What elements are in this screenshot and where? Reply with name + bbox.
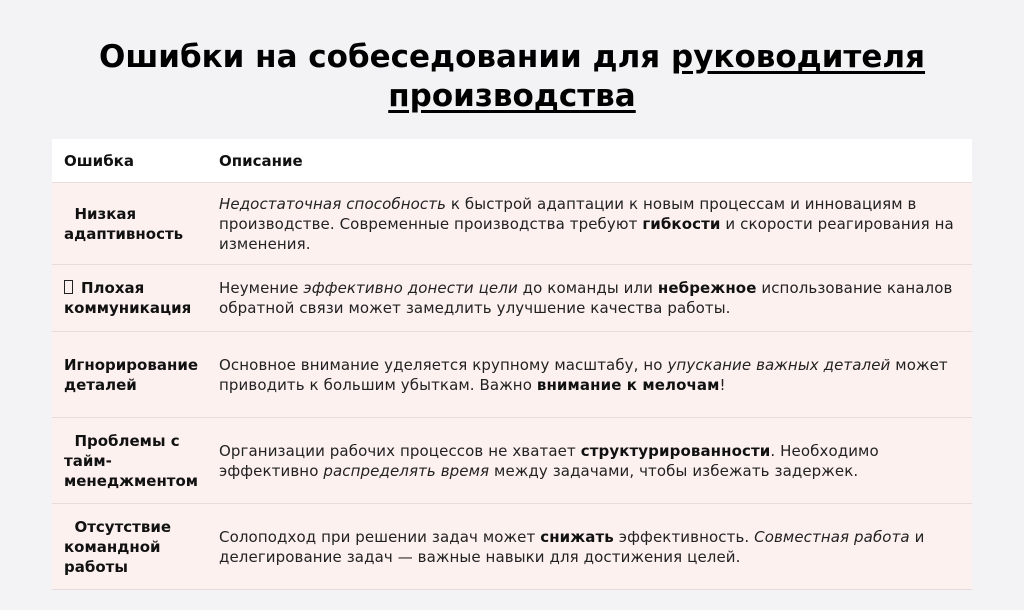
error-name: [52, 278, 219, 318]
page-title-link[interactable]: руководителя: [671, 39, 926, 75]
error-description: [219, 194, 972, 254]
description-text: . Необходимо эффективно: [219, 441, 879, 480]
page-title-link-2[interactable]: производства: [388, 78, 636, 114]
error-name-text: Низкая адаптивность: [64, 204, 184, 243]
table-row: [52, 265, 972, 332]
error-description: [219, 527, 972, 567]
error-name-text: Игнорирование деталей: [64, 355, 204, 394]
error-name-text: Отсутствие командной работы: [64, 517, 177, 576]
emphasis-text: распределять время: [323, 461, 490, 480]
description-text: может приводить к большим убыткам. Важно: [219, 355, 948, 394]
header-description: Описание: [219, 151, 303, 170]
bold-text: гибкости: [642, 214, 721, 233]
error-description: [219, 278, 972, 318]
emphasis-text: Недостаточная способность: [219, 194, 447, 213]
description-text: и скорости реагирования на изменения.: [219, 214, 954, 253]
description-text: эффективность.: [613, 527, 755, 546]
emphasis-text: упускание важных деталей: [667, 355, 891, 374]
bold-text: снижать: [540, 527, 614, 546]
table-row: [52, 183, 972, 265]
table-body: [52, 183, 972, 590]
description-text: Неумение: [219, 279, 304, 297]
description-text: и делегирование задач — важные навыки для достижения целей.: [219, 527, 925, 566]
header-error: Ошибка: [64, 151, 134, 170]
description-text: использование каналов обратной связи может замедлить улучшение качества работы.: [219, 279, 953, 317]
missing-glyph-icon: [64, 280, 73, 294]
description-text: Солоподход при решении задач может: [219, 527, 541, 546]
bold-text: внимание к мелочам: [536, 375, 720, 394]
description-text: !: [719, 375, 726, 394]
table-header: [52, 139, 972, 183]
table-row: [52, 504, 972, 590]
page-title-part1: Ошибки на собеседовании для: [98, 39, 672, 75]
error-name-text: Плохая коммуникация: [64, 279, 192, 317]
error-name: [52, 204, 219, 244]
emphasis-text: эффективно донести цели: [303, 279, 518, 297]
error-name: [52, 517, 219, 577]
errors-table: [52, 139, 972, 590]
emphasis-text: Совместная работа: [754, 527, 910, 546]
bold-text: структурированности: [580, 441, 771, 460]
description-text: до команды или: [517, 279, 658, 297]
description-text: между задачами, чтобы избежать задержек.: [489, 461, 859, 480]
table-row: [52, 332, 972, 418]
page-title: [0, 38, 1024, 116]
error-description: [219, 355, 972, 395]
description-text: Основное внимание уделяется крупному масштабу, но: [219, 355, 668, 374]
description-text: к быстрой адаптации к новым процессам и инновациям в производстве. Современные производства требуют: [219, 194, 917, 233]
error-name-text: Проблемы с тайм-менеджментом: [64, 431, 199, 490]
table-row: [52, 418, 972, 504]
error-description: [219, 441, 972, 481]
bold-text: небрежное: [657, 279, 757, 297]
description-text: Организации рабочих процессов не хватает: [219, 441, 581, 460]
error-name: [52, 431, 219, 491]
error-name: [52, 355, 219, 395]
